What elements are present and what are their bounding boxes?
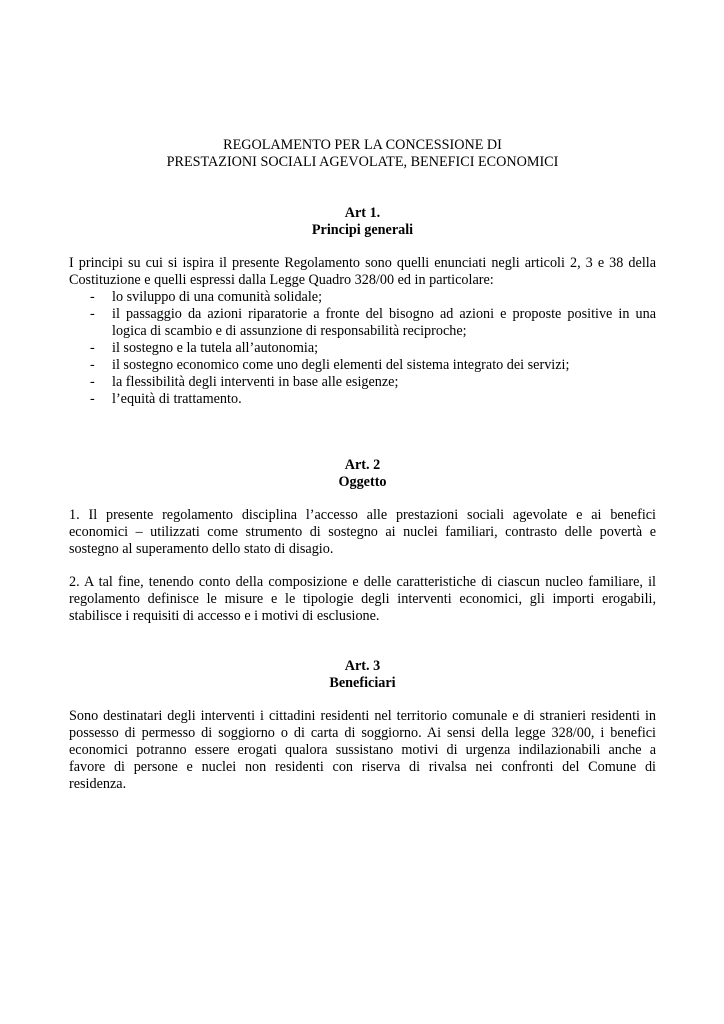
art2-p1-line-1: 1. Il presente regolamento disciplina l’accesso alle prestazioni sociali agevolate e ai benefici (69, 507, 656, 523)
art1-title: Principi generali (311, 222, 414, 238)
list-item (69, 340, 656, 357)
list-item (69, 289, 656, 306)
art2-p1-line-2: economici – utilizzati come strumento di sostegno ai nuclei familiari, contrasto delle povertà e (69, 524, 656, 540)
art3-title: Beneficiari (329, 675, 396, 691)
art3-number: Art. 3 (344, 658, 381, 674)
document-page (69, 0, 656, 1024)
list-item (69, 357, 656, 374)
list-item-text: il sostegno e la tutela all’autonomia; (112, 340, 319, 356)
art2-title: Oggetto (338, 474, 387, 490)
art3-p1-line-2: possesso di permesso di soggiorno o di carta di soggiorno. Ai sensi della legge 328/00, i benefici (69, 725, 656, 741)
document-title-line-2: PRESTAZIONI SOCIALI AGEVOLATE, BENEFICI ECONOMICI (166, 154, 559, 170)
list-dash: - (90, 374, 95, 390)
art3-heading (69, 658, 656, 692)
list-item-text: la flessibilità degli interventi in base alle esigenze; (112, 374, 399, 390)
art1-intro (69, 255, 656, 289)
list-dash: - (90, 357, 95, 373)
art2-p2-line-3: stabilisce i requisiti di accesso e i motivi di esclusione. (69, 608, 380, 624)
document-title-line-1: REGOLAMENTO PER LA CONCESSIONE DI (223, 137, 502, 153)
art2-paragraph-1 (69, 507, 656, 558)
list-item (69, 374, 656, 391)
art1-intro-line-2: Costituzione e quelli espressi dalla Legge Quadro 328/00 ed in particolare: (69, 272, 494, 288)
list-item-text-continued: logica di scambio e di assunzione di responsabilità reciproche; (112, 323, 467, 339)
art1-heading (69, 205, 656, 239)
art2-p2-line-1: 2. A tal fine, tenendo conto della composizione e delle caratteristiche di ciascun nucleo familiare, il (69, 574, 656, 590)
art1-number: Art 1. (344, 205, 381, 221)
list-dash: - (90, 306, 95, 322)
art2-heading (69, 457, 656, 491)
art3-p1-line-4: favore di persone e nuclei non residenti con riserva di rivalsa nei confronti del Comune di (69, 759, 656, 775)
art3-p1-line-3: economici potranno essere erogati qualora sussistano motivi di urgenza indilazionabili anche a (69, 742, 656, 758)
list-item-text: l’equità di trattamento. (112, 391, 242, 407)
art2-p2-line-2: regolamento definisce le misure e le tipologie degli interventi economici, gli importi erogabili, (69, 591, 656, 607)
list-item (69, 391, 656, 408)
document-title (69, 137, 656, 171)
list-item-text: il sostegno economico come uno degli elementi del sistema integrato dei servizi; (112, 357, 570, 373)
list-dash: - (90, 340, 95, 356)
list-item-text: lo sviluppo di una comunità solidale; (112, 289, 323, 305)
list-dash: - (90, 391, 95, 407)
list-item-text: il passaggio da azioni riparatorie a fronte del bisogno ad azioni e proposte positive in una (112, 306, 656, 322)
art3-paragraph-1 (69, 708, 656, 793)
art1-principles-list (69, 289, 656, 408)
list-item (69, 306, 656, 340)
art2-number: Art. 2 (344, 457, 381, 473)
list-dash: - (90, 289, 95, 305)
art3-p1-line-1: Sono destinatari degli interventi i cittadini residenti nel territorio comunale e di stranieri residenti in (69, 708, 656, 724)
art2-paragraph-2 (69, 574, 656, 625)
art2-p1-line-3: sostegno al superamento dello stato di disagio. (69, 541, 334, 557)
art1-intro-line-1: I principi su cui si ispira il presente Regolamento sono quelli enunciati negli articoli 2, 3 e 38 della (69, 255, 656, 271)
art3-p1-line-5: residenza. (69, 776, 127, 792)
